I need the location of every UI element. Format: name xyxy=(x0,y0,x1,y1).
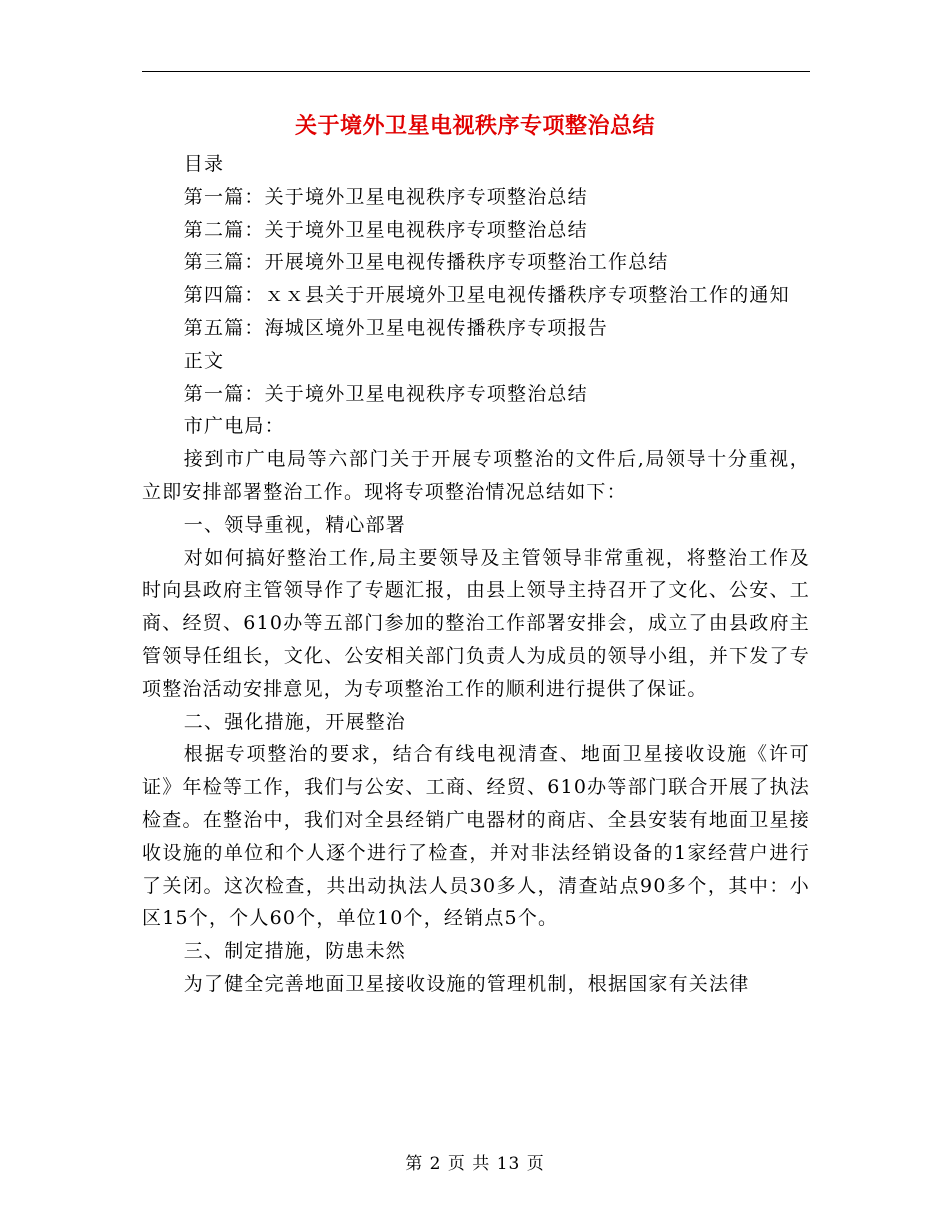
toc-heading: 目录 xyxy=(183,153,225,175)
body-paragraph: 接到市广电局等六部门关于开展专项整治的文件后,局领导十分重视，立即安排部署整治工作。现将专项整治情况总结如下： xyxy=(142,448,810,503)
document-body xyxy=(142,148,810,1001)
body-paragraph: 根据专项整治的要求，结合有线电视清查、地面卫星接收设施《许可证》年检等工作，我们与公安、工商、经贸、610办等部门联合开展了执法检查。在整治中，我们对全县经销广电器材的商店、全县安装有地面卫星接收设施的单位和个人逐个进行了检查，并对非法经销设备的1家经营户进行了关闭。这次检查，共出动执法人员30多人，清查站点90多个，其中：小区15个，个人60个，单位10个，经销点5个。 xyxy=(142,743,810,930)
toc-item: 第五篇：海城区境外卫星电视传播秩序专项报告 xyxy=(183,316,608,339)
toc-item: 第三篇：开展境外卫星电视传播秩序专项整治工作总结 xyxy=(183,251,669,274)
toc-item: 第一篇：关于境外卫星电视秩序专项整治总结 xyxy=(183,185,588,208)
toc-item: 第二篇：关于境外卫星电视秩序专项整治总结 xyxy=(183,218,588,241)
salutation: 市广电局： xyxy=(183,415,285,438)
toc-item: 第四篇：ｘｘ县关于开展境外卫星电视传播秩序专项整治工作的通知 xyxy=(183,284,790,307)
section-heading: 第一篇：关于境外卫星电视秩序专项整治总结 xyxy=(183,382,588,405)
page-number-footer: 第 2 页 共 13 页 xyxy=(405,1154,545,1174)
body-paragraph: 对如何搞好整治工作,局主要领导及主管领导非常重视，将整治工作及时向县政府主管领导作了专题汇报，由县上领导主持召开了文化、公安、工商、经贸、610办等五部门参加的整治工作部署安排会，成立了由县政府主管领导任组长，文化、公安相关部门负责人为成员的领导小组，并下发了专项整治活动安排意见，为专项整治工作的顺利进行提供了保证。 xyxy=(142,546,810,700)
subheading: 三、制定措施，防患未然 xyxy=(183,940,406,963)
subheading: 一、领导重视，精心部署 xyxy=(183,513,406,536)
subheading: 二、强化措施，开展整治 xyxy=(183,710,406,733)
document-title: 关于境外卫星电视秩序专项整治总结 xyxy=(294,113,655,139)
body-paragraph: 为了健全完善地面卫星接收设施的管理机制，根据国家有关法律 xyxy=(183,972,750,995)
body-heading: 正文 xyxy=(183,349,225,372)
header-rule xyxy=(142,71,810,72)
